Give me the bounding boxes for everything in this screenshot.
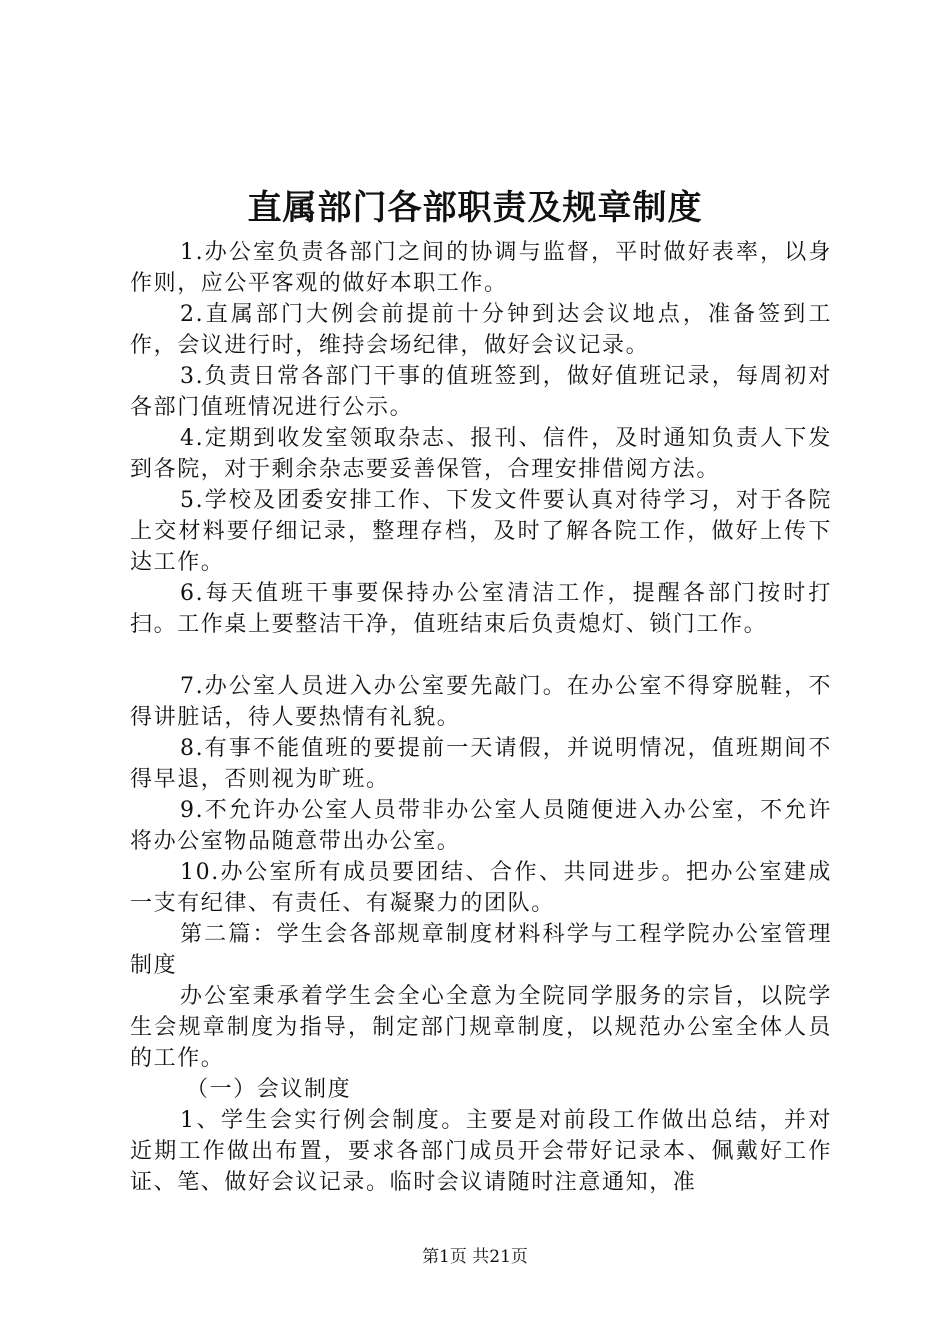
rule-paragraph-1: 1、学生会实行例会制度。主要是对前段工作做出总结，并对近期工作做出布置，要求各部门成员开会带好记录本、佩戴好工作证、笔、做好会议记录。临时会议请随时注意通知，准 [130,1108,832,1195]
paragraph-8: 8.有事不能值班的要提前一天请假，并说明情况，值班期间不得早退，否则视为旷班。 [130,736,832,792]
paragraph-1: 1.办公室负责各部门之间的协调与监督，平时做好表率，以身作则，应公平客观的做好本职工作。 [130,240,832,296]
paragraph-5: 5.学校及团委安排工作、下发文件要认真对待学习，对于各院上交材料要仔细记录，整理存档，及时了解各院工作，做好上传下达工作。 [130,488,832,575]
paragraph-3: 3.负责日常各部门干事的值班签到，做好值班记录，每周初对各部门值班情况进行公示。 [130,364,832,420]
paragraph-7: 7.办公室人员进入办公室要先敲门。在办公室不得穿脱鞋，不得讲脏话，待人要热情有礼貌。 [130,674,832,730]
section-intro: 办公室秉承着学生会全心全意为全院同学服务的宗旨，以院学生会规章制度为指导，制定部门规章制度，以规范办公室全体人员的工作。 [130,984,832,1071]
document-title: 直属部门各部职责及规章制度 [247,188,703,228]
section-heading: 第二篇：学生会各部规章制度材料科学与工程学院办公室管理制度 [130,922,832,978]
page-number: 第1页 共21页 [422,1247,528,1267]
paragraph-6: 6.每天值班干事要保持办公室清洁工作，提醒各部门按时打扫。工作桌上要整洁干净，值班结束后负责熄灯、锁门工作。 [130,581,832,637]
paragraph-4: 4.定期到收发室领取杂志、报刊、信件，及时通知负责人下发到各院，对于剩余杂志要妥善保管，合理安排借阅方法。 [130,426,832,482]
paragraph-2: 2.直属部门大例会前提前十分钟到达会议地点，准备签到工作，会议进行时，维持会场纪律，做好会议记录。 [130,302,832,358]
paragraph-9: 9.不允许办公室人员带非办公室人员随便进入办公室，不允许将办公室物品随意带出办公室。 [130,798,832,854]
document-body [130,237,832,1198]
subsection-heading: （一）会议制度 [186,1077,352,1102]
paragraph-10: 10.办公室所有成员要团结、合作、共同进步。把办公室建成一支有纪律、有责任、有凝聚力的团队。 [130,860,832,916]
